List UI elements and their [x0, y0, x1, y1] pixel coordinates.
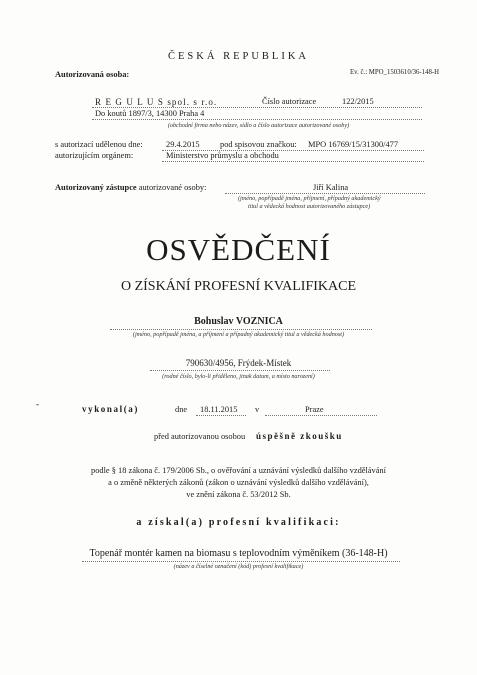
- file-number-label: pod spisovou značkou:: [220, 140, 297, 149]
- dotted-rule: [196, 415, 246, 416]
- holder-birth: 790630/4956, Frýdek-Místek: [185, 358, 292, 368]
- country-heading: ČESKÁ REPUBLIKA: [168, 51, 309, 62]
- legal-line-3: ve znění zákona č. 53/2012 Sb.: [186, 490, 291, 499]
- authorized-person-label: Autorizovaná osoba:: [55, 70, 130, 79]
- certificate-subtitle: O ZÍSKÁNÍ PROFESNÍ KVALIFIKACE: [120, 279, 357, 294]
- certificate-title: OSVĚDČENÍ: [146, 232, 331, 267]
- authorization-number: 122/2015: [342, 97, 374, 106]
- authorized-person-note: (obchodní firma nebo název, sídlo a číslo autorizace autorizované osoby): [167, 122, 350, 129]
- authority-label: autorizujícím orgánem:: [55, 151, 134, 160]
- dotted-rule: [150, 370, 330, 371]
- exam-completed-label: vykonal(a): [82, 404, 140, 414]
- dotted-rule: [92, 119, 422, 120]
- exam-success-text: úspěšně zkoušku: [256, 431, 343, 441]
- representative-label-bold: Autorizovaný zástupce: [55, 183, 137, 192]
- legal-line-2: a o změně některých zákonů (zákon o uznávání výsledků dalšího vzdělávání),: [108, 478, 369, 487]
- margin-mark: -: [36, 399, 39, 409]
- dotted-rule: [162, 161, 424, 162]
- exam-place: Praze: [305, 405, 324, 414]
- granted-on-label: s autorizací udělenou dne:: [55, 140, 143, 149]
- authorization-number-label: Číslo autorizace: [262, 97, 317, 106]
- exam-date: 18.11.2015: [200, 405, 238, 414]
- dotted-rule: [110, 329, 372, 330]
- authorized-person-address: Do koutů 1897/3, 14300 Praha 4: [95, 109, 205, 118]
- dotted-rule: [265, 415, 377, 416]
- representative-name: Jiří Kalina: [313, 183, 349, 192]
- qualification-acquired-text: a získal(a) profesní kvalifikaci:: [136, 517, 341, 528]
- exam-before-text: před autorizovanou osobou: [154, 432, 246, 441]
- exam-place-label: v: [255, 405, 260, 414]
- file-number: MPO 16769/15/31300/477: [308, 140, 399, 149]
- holder-birth-note: (rodné číslo, bylo-li přiděleno, jinak datum, a místo narození): [162, 373, 315, 380]
- qualification-name: Topenář montér kamen na biomasu s teplovodním výměníkem (36-148-H): [89, 548, 388, 559]
- representative-note-line1: (jméno, popřípadě jména, příjmení, případný akademický: [238, 195, 381, 202]
- representative-label: [55, 183, 206, 192]
- dotted-rule: [92, 107, 422, 108]
- dotted-rule: [225, 193, 425, 194]
- exam-date-label: dne: [175, 405, 188, 414]
- representative-label-rest: autorizované osoby:: [138, 183, 207, 192]
- qualification-note: (název a číselné označení (kód) profesní kvalifikace): [173, 563, 304, 570]
- authority-name: Ministerstvo průmyslu a obchodu: [166, 151, 279, 160]
- representative-note-line2: titul a vědecká hodnost autorizovaného zástupce): [248, 203, 371, 210]
- legal-line-1: podle § 18 zákona č. 179/2006 Sb., o ověřování a uznávání výsledků dalšího vzdělávání: [91, 466, 386, 475]
- document-number: Ev. č.: MPO_1503610/36-148-H: [350, 69, 440, 76]
- authorized-person-name: R E G U L U S spol. s r.o.: [95, 97, 218, 107]
- holder-name: Bohuslav VOZNICA: [194, 316, 283, 327]
- holder-name-note: (jméno, popřípadě jména, a příjmení a případný akademický titul a vědecká hodnost): [132, 331, 345, 338]
- dotted-rule: [82, 561, 400, 562]
- granted-on-date: 29.4.2015: [166, 140, 200, 149]
